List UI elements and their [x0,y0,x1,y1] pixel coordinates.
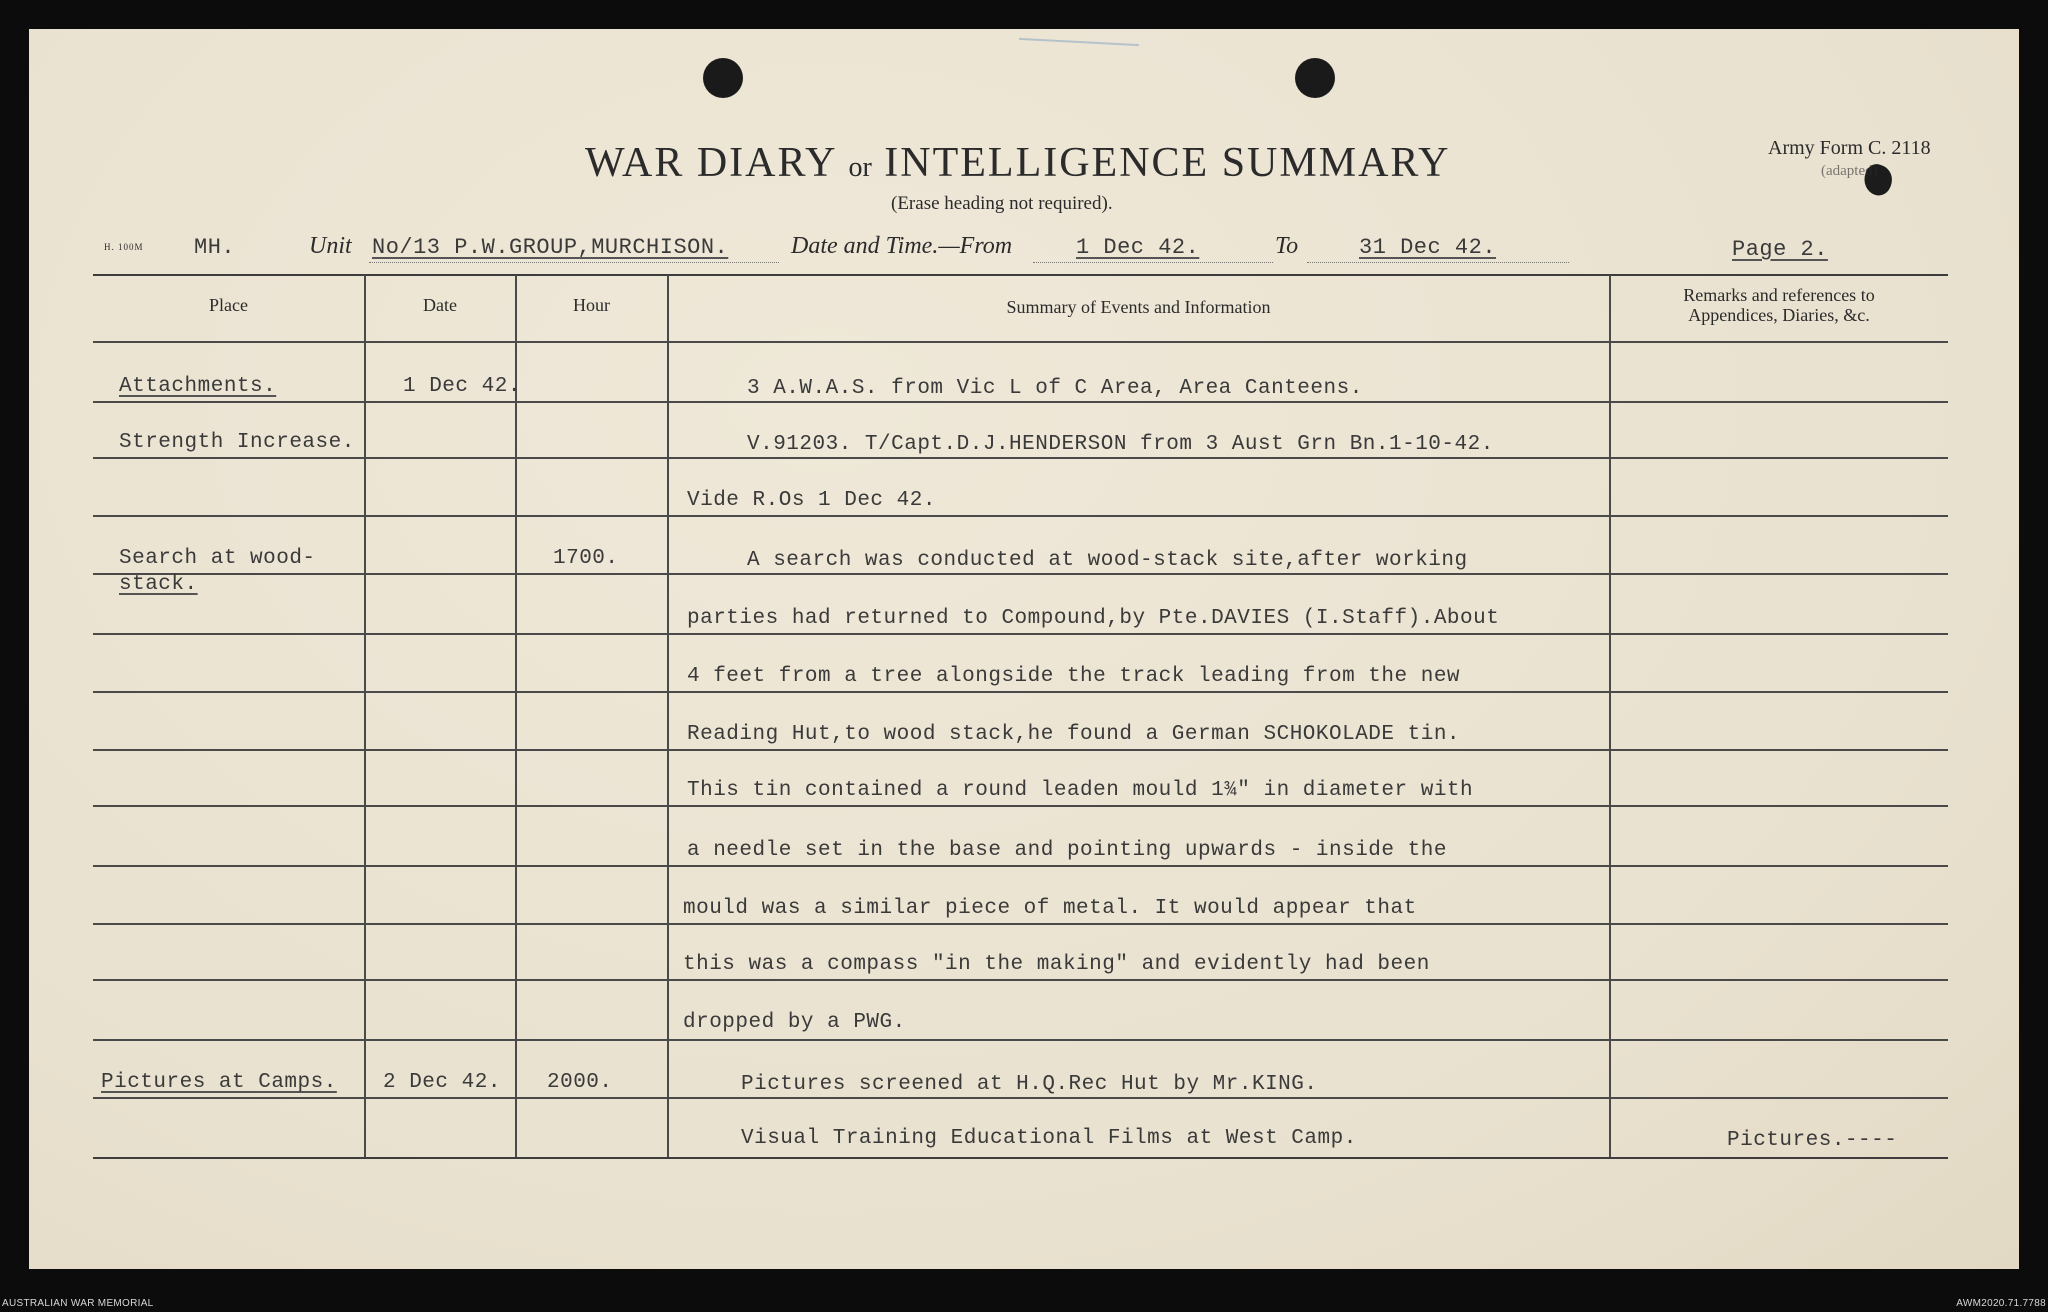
row-rule-10 [93,865,1948,867]
from-date-value: 1 Dec 42. [1076,235,1200,260]
table-top-rule [93,274,1948,276]
summary-cell: dropped by a PWG. [683,1011,906,1034]
page-subtitle: (Erase heading not required). [891,193,1113,214]
remarks-header-line-2: Appendices, Diaries, &c. [1688,305,1870,325]
punch-hole-left [703,58,743,98]
title-war-diary: WAR DIARY [585,140,836,186]
footer-accession-number: AWM2020.71.7788 [1956,1298,2046,1309]
diary-sheet [29,29,2019,1269]
remarks-cell: Pictures.---- [1727,1129,1898,1152]
summary-cell: this was a compass "in the making" and evidently had been [683,953,1430,976]
place-cell: Pictures at Camps. [101,1071,337,1094]
place-cell: Attachments. [119,375,277,398]
col-header-summary: Summary of Events and Information [1006,297,1271,317]
col-header-date: Date [423,295,457,315]
from-dotted-line [1033,262,1273,263]
row-rule-12 [93,979,1948,981]
to-label: To [1275,233,1299,259]
col-divider-date [515,275,517,1157]
page-title [585,139,1450,187]
print-code: H. 100M [104,242,144,252]
hour-cell: 2000. [547,1071,613,1094]
row-rule-14 [93,1097,1948,1099]
pencil-mark [1019,38,1139,46]
place-cell: Strength Increase. [119,431,355,454]
col-header-hour: Hour [573,295,610,315]
date-cell: 1 Dec 42. [403,375,521,398]
unit-value: No/13 P.W.GROUP,MURCHISON. [372,235,729,260]
footer-credit: AUSTRALIAN WAR MEMORIAL [2,1298,154,1309]
punch-hole-right [1295,58,1335,98]
col-header-place: Place [209,295,248,315]
mark-mh: MH. [194,235,236,260]
summary-cell: mould was a similar piece of metal. It would appear that [683,897,1417,920]
form-adapted: (adapted) [1821,163,1878,179]
summary-cell: Pictures screened at H.Q.Rec Hut by Mr.KING. [741,1073,1318,1096]
col-divider-summary [1609,275,1611,1157]
col-divider-hour [667,275,669,1157]
unit-label: Unit [309,233,352,259]
table-bottom-rule [93,1157,1948,1159]
row-rule-4 [93,515,1948,517]
summary-cell: 4 feet from a tree alongside the track leading from the new [687,665,1461,688]
row-rule-3 [93,457,1948,459]
row-rule-11 [93,923,1948,925]
row-rule-9 [93,805,1948,807]
remarks-header-line-1: Remarks and references to [1683,285,1875,305]
to-date-value: 31 Dec 42. [1359,235,1497,260]
col-header-remarks [1610,285,1948,325]
summary-cell: Visual Training Educational Films at West Camp. [741,1127,1357,1150]
hour-cell: 1700. [553,547,619,570]
row-rule-2 [93,401,1948,403]
page-number: Page 2. [1732,237,1828,262]
summary-cell: Vide R.Os 1 Dec 42. [687,489,936,512]
row-rule-6 [93,633,1948,635]
summary-cell: parties had returned to Compound,by Pte.DAVIES (I.Staff).About [687,607,1500,630]
title-or: or [848,152,872,183]
row-rule-13 [93,1039,1948,1041]
summary-cell: V.91203. T/Capt.D.J.HENDERSON from 3 Aust Grn Bn.1-10-42. [747,433,1494,456]
summary-cell: a needle set in the base and pointing upwards - inside the [687,839,1447,862]
summary-cell: Reading Hut,to wood stack,he found a German SCHOKOLADE tin. [687,723,1461,746]
title-intelligence-summary: INTELLIGENCE SUMMARY [884,140,1451,186]
to-dotted-line [1307,262,1569,263]
form-number: Army Form C. 2118 [1768,137,1931,159]
summary-cell: This tin contained a round leaden mould 1¾" in diameter with [687,779,1474,802]
row-rule-7 [93,691,1948,693]
row-rule-1 [93,341,1948,343]
summary-cell: 3 A.W.A.S. from Vic L of C Area, Area Canteens. [747,377,1363,400]
row-rule-8 [93,749,1948,751]
row-rule-5 [93,573,1948,575]
place-cell: stack. [119,573,198,596]
unit-dotted-line [369,262,779,263]
date-time-label: Date and Time.—From [791,233,1013,259]
date-cell: 2 Dec 42. [383,1071,501,1094]
col-divider-place [364,275,366,1157]
place-cell: Search at wood- [119,547,316,570]
summary-cell: A search was conducted at wood-stack site,after working [747,549,1468,572]
